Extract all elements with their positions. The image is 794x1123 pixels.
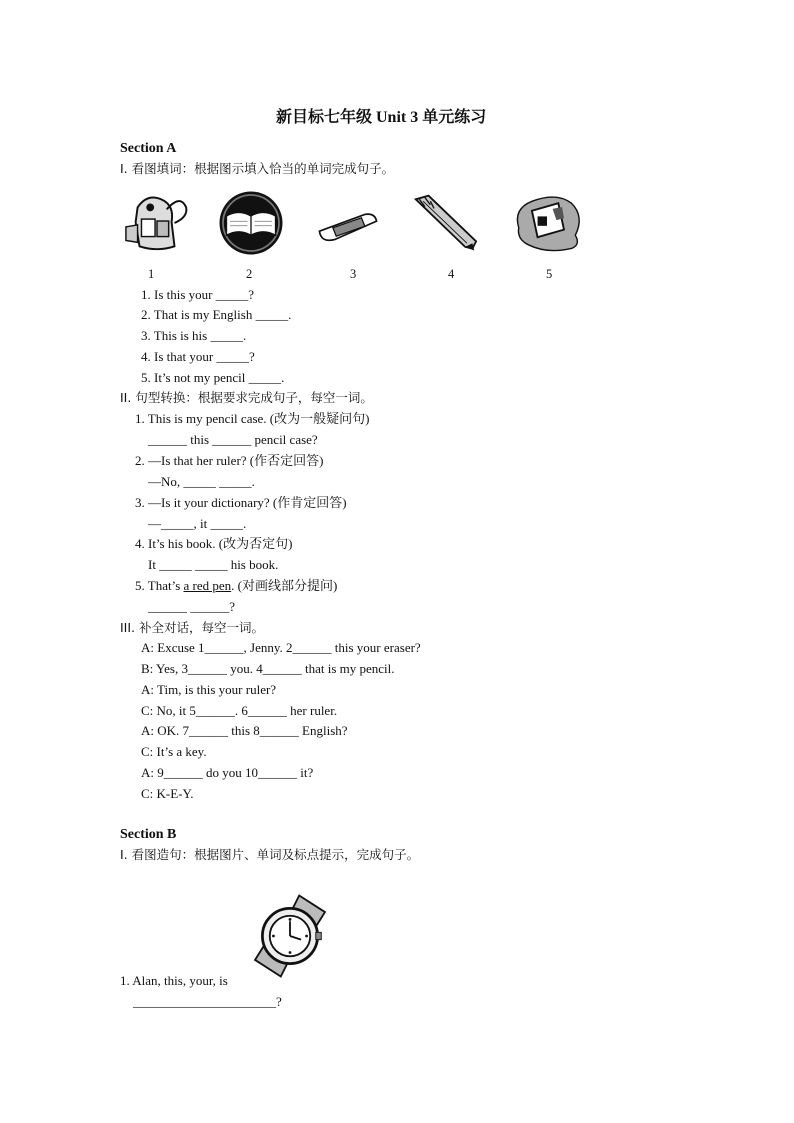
book-icon [214, 188, 288, 258]
question-item: 3. —Is it your dictionary? (作肯定回答) [135, 495, 347, 510]
answer-line: ______ ______? [148, 599, 236, 614]
picture-number: 5 [546, 267, 553, 281]
dialogue-line: C: No, it 5______. 6______ her ruler. [141, 703, 338, 718]
question-item: 4. It’s his book. (改为否定句) [135, 536, 293, 551]
eraser-icon [314, 206, 382, 248]
backpack-icon [118, 188, 196, 256]
picture-number: 2 [246, 267, 253, 281]
question-item: 2. —Is that her ruler? (作否定回答) [135, 453, 324, 468]
dialogue-line: A: Tim, is this your ruler? [141, 682, 277, 697]
answer-line: —_____, it _____. [148, 516, 247, 531]
answer-line: It _____ _____ his book. [148, 557, 279, 572]
answer-line: ______ this ______ pencil case? [148, 432, 318, 447]
question-item: 1. Is this your _____? [141, 287, 255, 302]
answer-line: ______________________? [133, 994, 282, 1009]
question-item: 4. Is that your _____? [141, 349, 255, 364]
watch-icon [244, 890, 336, 982]
question-item: 5. It’s not my pencil _____. [141, 370, 285, 385]
section-b-heading: Section B [120, 827, 177, 842]
dialogue-line: B: Yes, 3______ you. 4______ that is my pencil. [141, 661, 395, 676]
page-title: 新目标七年级 Unit 3 单元练习 [276, 109, 487, 126]
dialogue-line: A: Excuse 1______, Jenny. 2______ this your eraser? [141, 640, 421, 655]
pencil-sharpener-icon [508, 190, 586, 256]
question-text: 5. That’s [135, 578, 184, 593]
dialogue-line: C: It’s a key. [141, 744, 207, 759]
question-item: 3. This is his _____. [141, 328, 247, 343]
question-item: 1. This is my pencil case. (改为一般疑问句) [135, 411, 370, 426]
question-text: . (对画线部分提问) [231, 578, 338, 593]
section-b-part1-title: Ⅰ. 看图造句：根据图片、单词及标点提示，完成句子。 [120, 847, 420, 862]
section-a-part1-title: Ⅰ. 看图填词：根据图示填入恰当的单词完成句子。 [120, 161, 395, 176]
dialogue-line: C: K-E-Y. [141, 786, 194, 801]
picture-number: 1 [148, 267, 155, 281]
section-a-part3-title: III. 补全对话，每空一词。 [120, 620, 265, 635]
dialogue-line: A: 9______ do you 10______ it? [141, 765, 314, 780]
pen-icon [408, 192, 482, 256]
underlined-phrase: a red pen [183, 578, 232, 593]
question-item [135, 578, 337, 594]
section-a-heading: Section A [120, 141, 177, 156]
picture-number: 4 [448, 267, 455, 281]
question-item: 2. That is my English _____. [141, 307, 292, 322]
picture-number: 3 [350, 267, 357, 281]
section-a-part2-title: II. 句型转换：根据要求完成句子，每空一词。 [120, 390, 373, 405]
question-item: 1. Alan, this, your, is [120, 973, 228, 988]
dialogue-line: A: OK. 7______ this 8______ English? [141, 723, 348, 738]
answer-line: —No, _____ _____. [148, 474, 255, 489]
